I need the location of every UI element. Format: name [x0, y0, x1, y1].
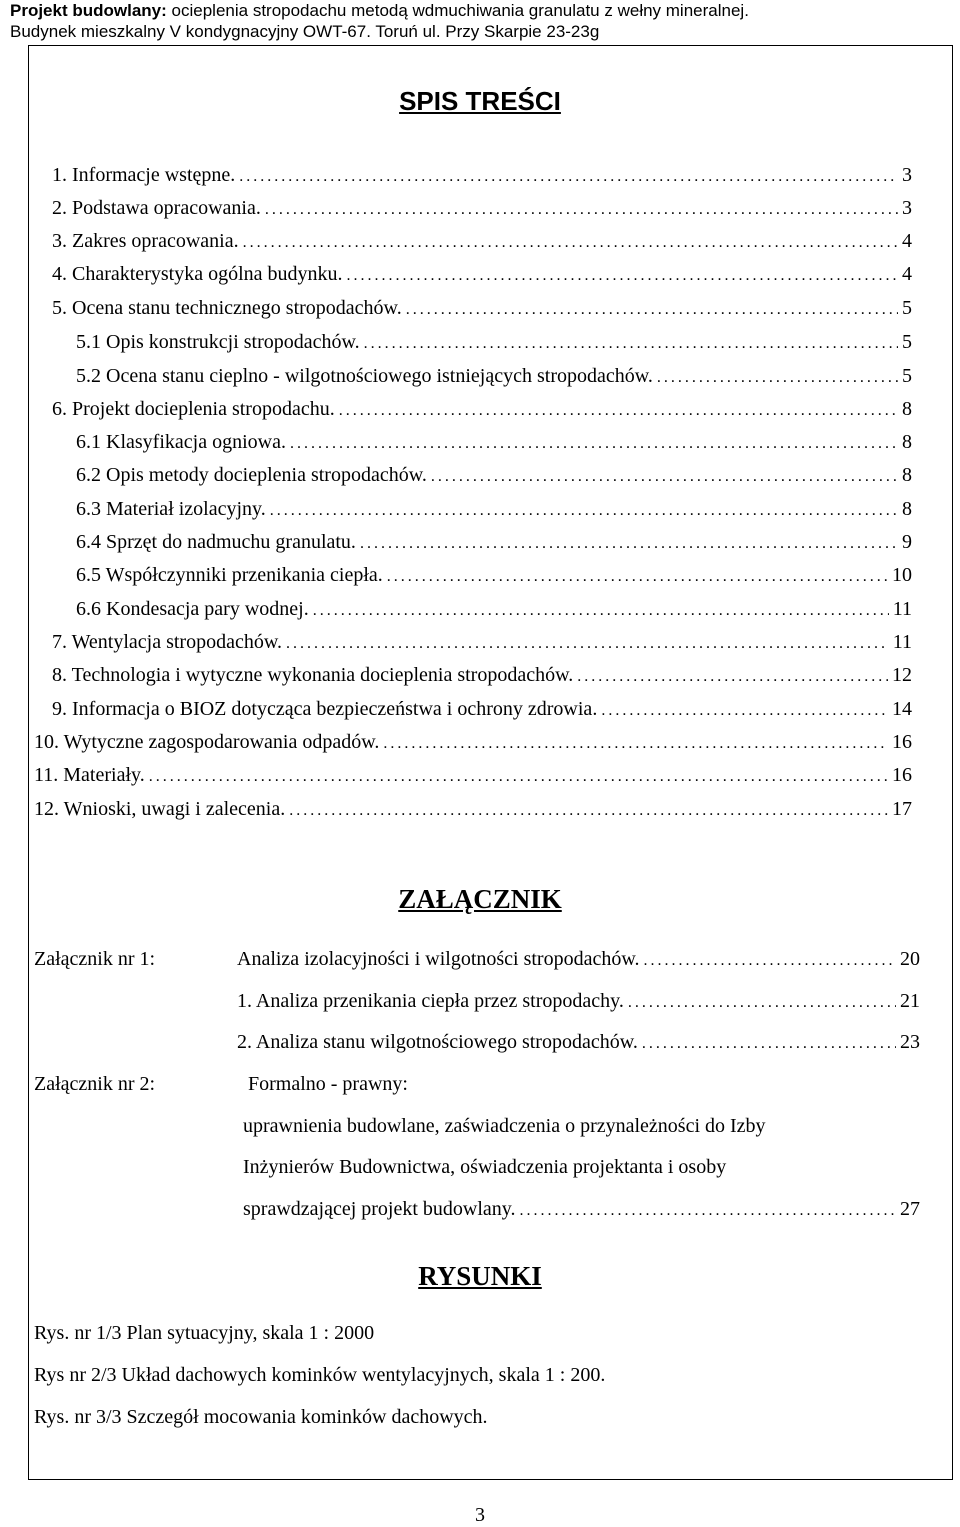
toc-item-page: 14	[892, 698, 912, 720]
toc-item-text: 9. Informacja o BIOZ dotycząca bezpieczeństwa i ochrony zdrowia.	[52, 698, 598, 720]
toc-item-leader	[347, 264, 899, 288]
toc-item-text: 6.1 Klasyfikacja ogniowa.	[76, 431, 286, 453]
toc-item-page: 10	[892, 564, 912, 586]
toc-item-text: 10. Wytyczne zagospodarowania odpadów.	[34, 731, 380, 753]
toc-item-leader	[243, 231, 898, 255]
toc-item[interactable]	[76, 597, 912, 621]
attachment-2-line-3[interactable]	[243, 1197, 920, 1221]
toc-item-text: 11. Materiały.	[34, 764, 145, 786]
toc-item[interactable]	[52, 229, 912, 253]
toc-item-leader	[239, 165, 898, 189]
toc-item-text: 5.2 Ocena stanu cieplno - wilgotnościowego istniejących stropodachów.	[76, 365, 653, 387]
toc-item-text: 6. Projekt docieplenia stropodachu.	[52, 398, 335, 420]
toc-item-text: 5. Ocena stanu technicznego stropodachów.	[52, 297, 402, 319]
attachment-2-page: 27	[900, 1198, 920, 1220]
toc-item-page: 4	[902, 230, 912, 252]
attachment-1-sub-1[interactable]	[237, 989, 920, 1013]
toc-item-text: 6.6 Kondesacja pary wodnej.	[76, 598, 309, 620]
attachments-title: ZAŁĄCZNIK	[398, 884, 562, 914]
toc-item-page: 5	[902, 365, 912, 387]
toc-item[interactable]	[76, 430, 912, 454]
toc-item-text: 1. Informacje wstępne.	[52, 164, 236, 186]
toc-item-leader	[642, 1032, 896, 1056]
header-project-title: ocieplenia stropodachu metodą wdmuchiwania granulatu z wełny mineralnej.	[171, 1, 749, 20]
toc-item[interactable]	[52, 262, 912, 286]
attachment-1-sub-2-text: 2. Analiza stanu wilgotnościowego stropodachów.	[237, 1031, 638, 1053]
toc-item-text: 7. Wentylacja stropodachów.	[52, 631, 282, 653]
toc-item-text: 6.3 Materiał izolacyjny.	[76, 498, 266, 520]
attachment-1-page: 20	[900, 948, 920, 970]
toc-item-page: 12	[892, 664, 912, 686]
page-number: 3	[475, 1504, 485, 1526]
drawing-item[interactable]: Rys nr 2/3 Układ dachowych kominków wentylacyjnych, skala 1 : 200.	[34, 1364, 606, 1386]
toc-item-leader	[286, 632, 889, 656]
toc-item-leader	[364, 332, 898, 356]
toc-item-text: 12. Wnioski, uwagi i zalecenia.	[34, 798, 286, 820]
toc-item-text: 6.5 Współczynniki przenikania ciepła.	[76, 564, 383, 586]
attachment-1-title: Analiza izolacyjności i wilgotności stropodachów.	[237, 948, 640, 970]
toc-item-page: 8	[902, 431, 912, 453]
attachment-1-sub-2[interactable]	[237, 1030, 920, 1054]
toc-item-leader	[577, 665, 888, 689]
toc-item-text: 6.4 Sprzęt do nadmuchu granulatu.	[76, 531, 356, 553]
toc-item[interactable]	[76, 364, 912, 388]
toc-item-page: 16	[892, 764, 912, 786]
toc-item-page: 8	[902, 398, 912, 420]
toc-item-text: 2. Podstawa opracowania.	[52, 197, 261, 219]
toc-item-leader	[657, 366, 898, 390]
toc-title: SPIS TREŚCI	[399, 86, 561, 116]
toc-item-page: 5	[902, 297, 912, 319]
toc-item-text: 4. Charakterystyka ogólna budynku.	[52, 263, 343, 285]
toc-item-leader	[406, 298, 898, 322]
attachment-1-label: Załącznik nr 1:	[34, 948, 156, 970]
toc-item-leader	[270, 499, 898, 523]
toc-item-page: 9	[902, 531, 912, 553]
toc-item[interactable]	[76, 530, 912, 554]
toc-item-page: 8	[902, 464, 912, 486]
toc-item[interactable]	[34, 763, 912, 787]
toc-item[interactable]	[76, 330, 912, 354]
toc-item[interactable]	[76, 463, 912, 487]
attachment-1-sub-2-page: 23	[900, 1031, 920, 1053]
toc-item-leader	[520, 1199, 897, 1223]
toc-item[interactable]	[76, 497, 912, 521]
attachment-2-line-3-text: sprawdzającej projekt budowlany.	[243, 1198, 516, 1220]
drawings-title: RYSUNKI	[418, 1261, 542, 1291]
toc-item-page: 8	[902, 498, 912, 520]
toc-item-leader	[644, 949, 897, 973]
toc-item-page: 3	[902, 164, 912, 186]
toc-item-text: 5.1 Opis konstrukcji stropodachów.	[76, 331, 360, 353]
toc-item[interactable]	[52, 196, 912, 220]
toc-item-leader	[313, 599, 889, 623]
toc-item-leader	[265, 198, 898, 222]
attachment-2-title: Formalno - prawny:	[248, 1073, 408, 1095]
toc-item[interactable]	[52, 163, 912, 187]
toc-item-text: 8. Technologia i wytyczne wykonania docieplenia stropodachów.	[52, 664, 574, 686]
toc-item-page: 5	[902, 331, 912, 353]
drawing-item[interactable]: Rys. nr 1/3 Plan sytuacyjny, skala 1 : 2000	[34, 1322, 375, 1344]
header-line-1	[10, 0, 950, 21]
toc-item-page: 11	[892, 631, 912, 653]
toc-item-text: 3. Zakres opracowania.	[52, 230, 239, 252]
toc-item-leader	[387, 565, 888, 589]
header-line-2: Budynek mieszkalny V kondygnacyjny OWT-67. Toruń ul. Przy Skarpie 23-23g	[10, 22, 600, 41]
attachment-1-sub-1-page: 21	[900, 990, 920, 1012]
toc-item[interactable]	[52, 397, 912, 421]
attachment-2-line-1: uprawnienia budowlane, zaświadczenia o przynależności do Izby	[243, 1115, 766, 1137]
toc-item-leader	[628, 991, 896, 1015]
header-label: Projekt budowlany:	[10, 1, 167, 20]
toc-item-page: 3	[902, 197, 912, 219]
drawing-item[interactable]: Rys. nr 3/3 Szczegół mocowania kominków dachowych.	[34, 1406, 488, 1428]
toc-item-text: 6.2 Opis metody docieplenia stropodachów.	[76, 464, 427, 486]
toc-item-leader	[289, 799, 888, 823]
attachment-1-sub-1-text: 1. Analiza przenikania ciepła przez stropodachy.	[237, 990, 624, 1012]
toc-item-page: 4	[902, 263, 912, 285]
toc-item-leader	[339, 399, 898, 423]
toc-item-leader	[601, 699, 888, 723]
toc-item[interactable]	[34, 797, 912, 821]
toc-item-page: 11	[892, 598, 912, 620]
document-header	[10, 0, 950, 42]
toc-item-leader	[431, 465, 898, 489]
toc-item-page: 17	[892, 798, 912, 820]
toc-item-leader	[383, 732, 888, 756]
toc-item[interactable]	[34, 730, 912, 754]
attachment-2-line-2: Inżynierów Budownictwa, oświadczenia projektanta i osoby	[243, 1156, 727, 1178]
toc-item-leader	[149, 765, 888, 789]
toc-item-page: 16	[892, 731, 912, 753]
toc-item[interactable]	[76, 563, 912, 587]
toc-item-leader	[360, 532, 898, 556]
toc-item[interactable]	[52, 296, 912, 320]
toc-item[interactable]	[52, 630, 912, 654]
attachment-1-entry[interactable]	[237, 947, 920, 971]
toc-item[interactable]	[52, 663, 912, 687]
toc-item-leader	[290, 432, 898, 456]
attachment-2-label: Załącznik nr 2:	[34, 1073, 156, 1095]
toc-item[interactable]	[52, 697, 912, 721]
